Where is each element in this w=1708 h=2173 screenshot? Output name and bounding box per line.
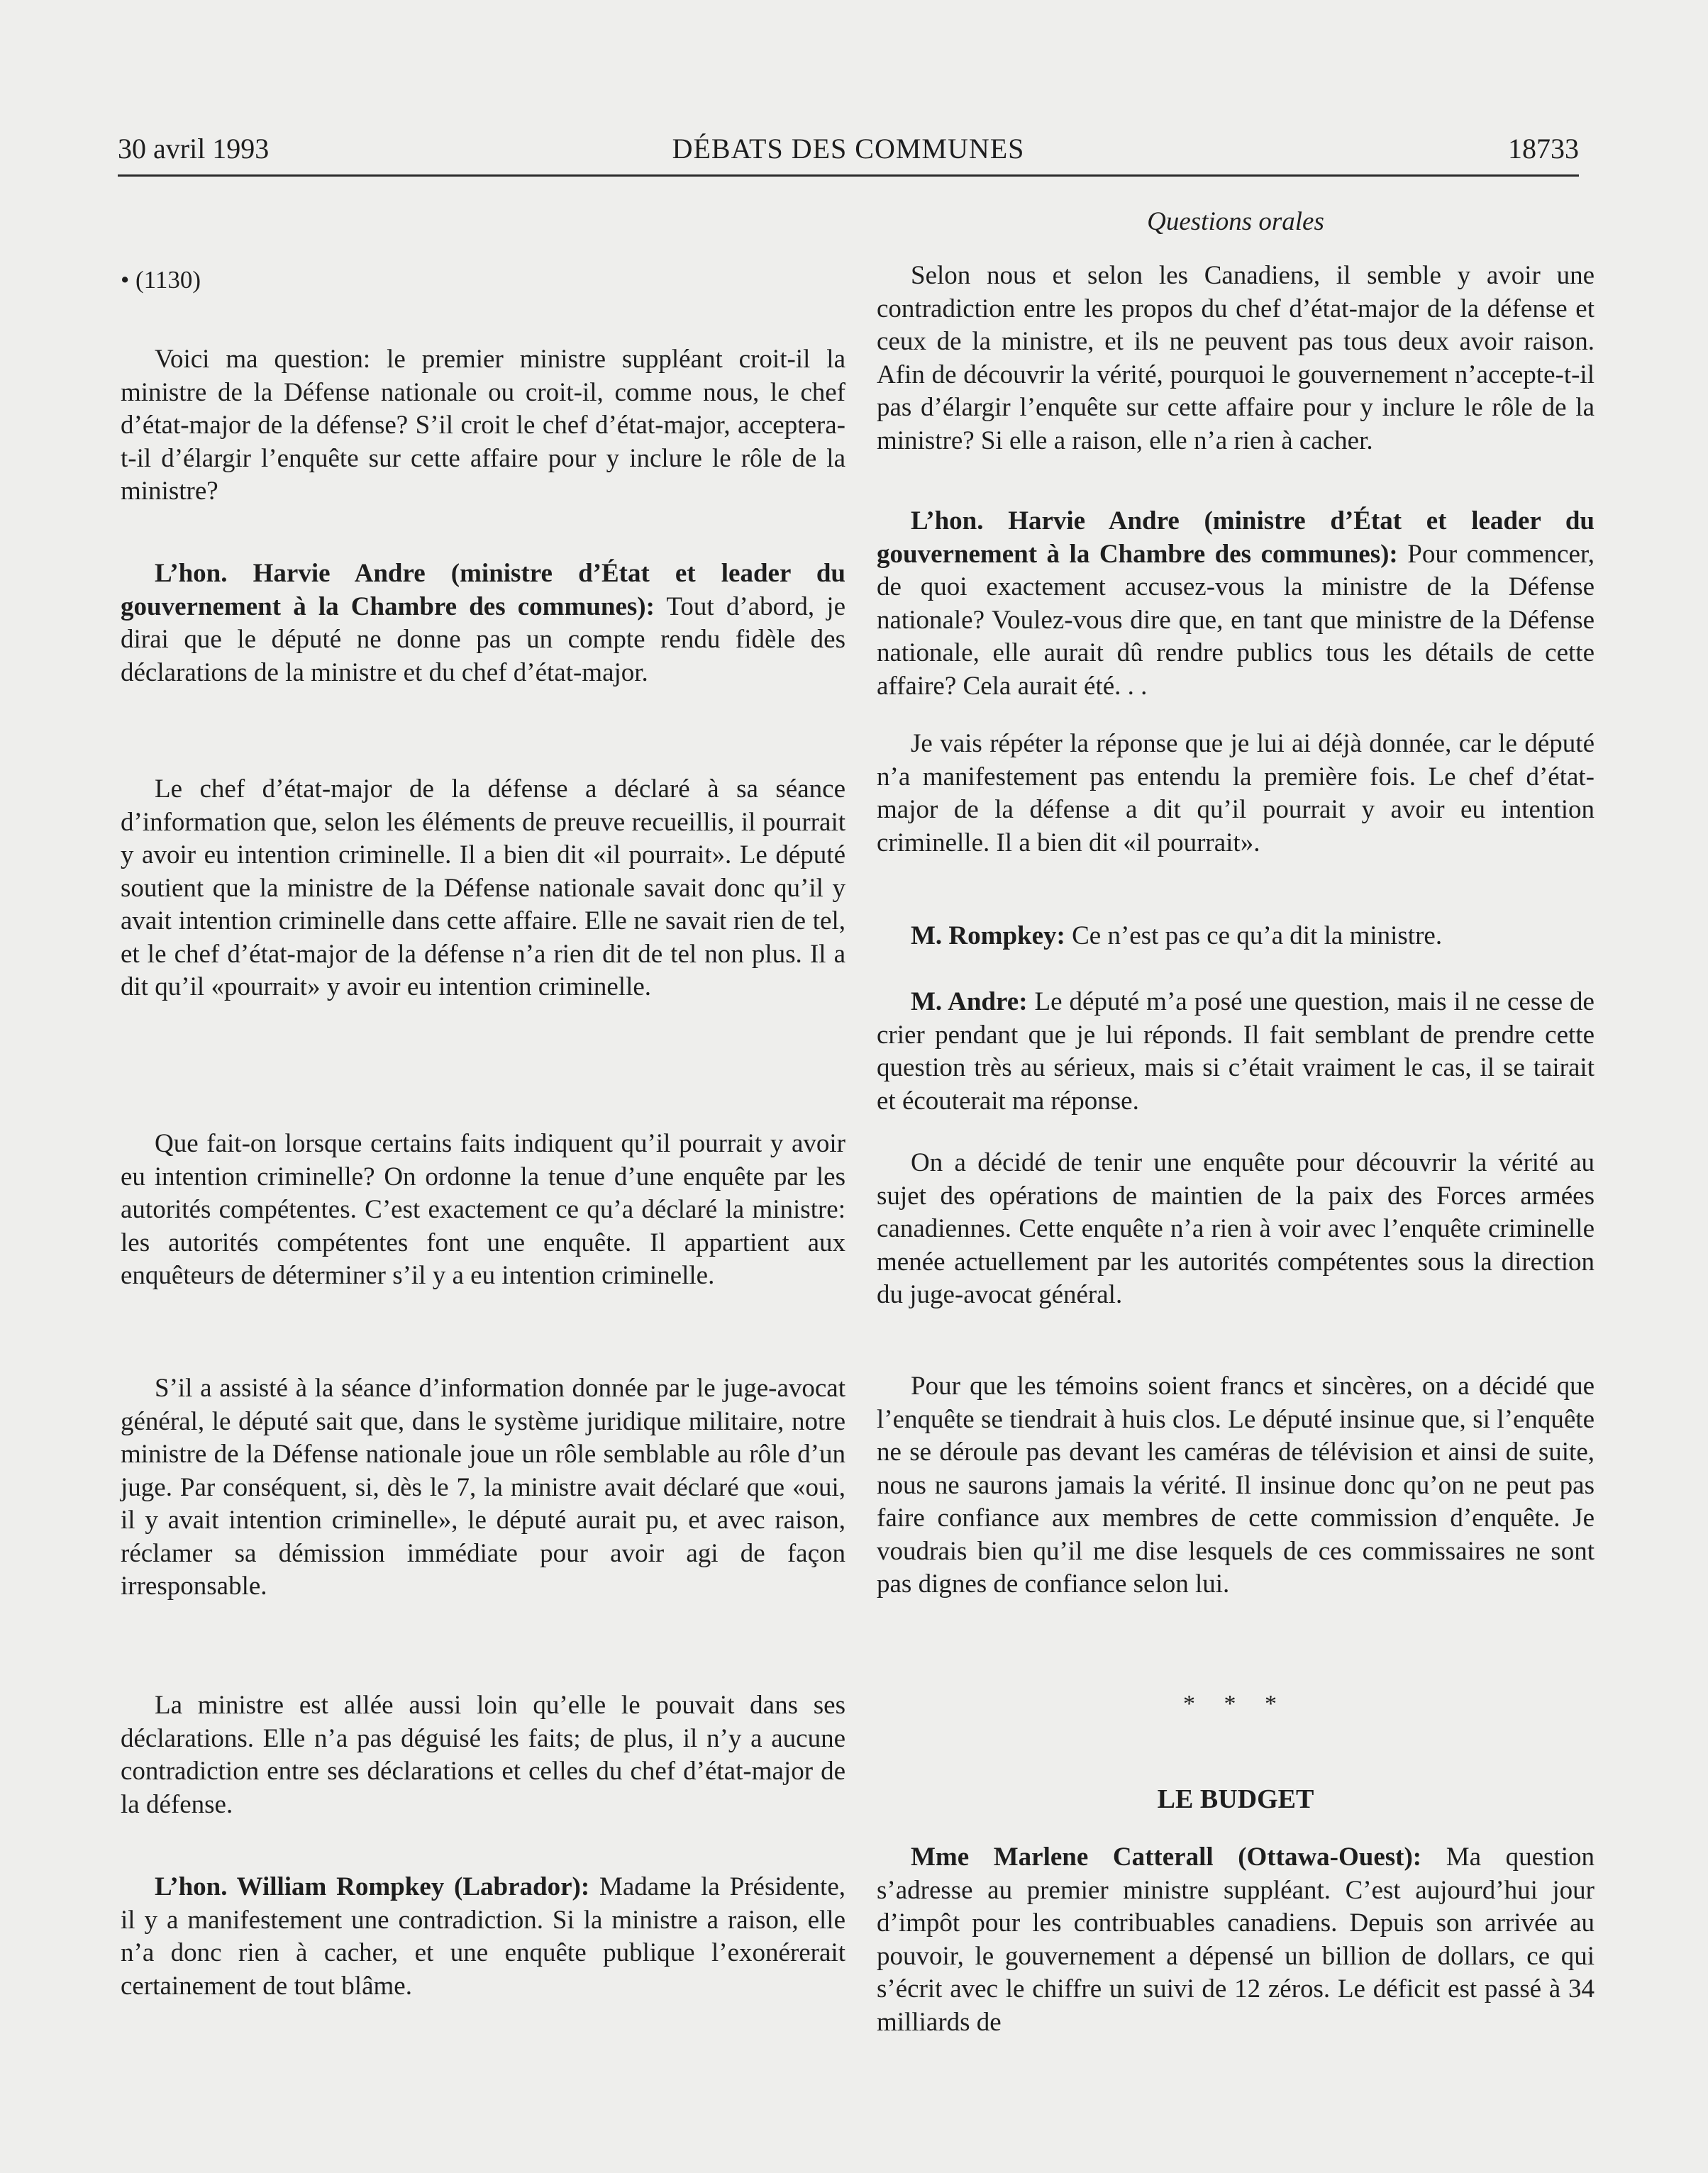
header-page-number: 18733 bbox=[1508, 133, 1579, 165]
paragraph: La ministre est allée aussi loin qu’elle le pouvait dans ses déclarations. Elle n’a pas déguisé les faits; de plus, il n’y a aucune contradiction entre ses déclarations et celles du chef d’état-major de la défense. bbox=[121, 1691, 845, 1819]
paragraph bbox=[877, 920, 1595, 953]
speaker-name: L’hon. Harvie Andre (ministre d’État et leader du gouvernement à la Chambre des communes): bbox=[877, 506, 1595, 569]
speech-text: Ce n’est pas ce qu’a dit la ministre. bbox=[1065, 921, 1443, 950]
speech-text: Ma question s’adresse au premier ministre suppléant. C’est aujourd’hui jour d’impôt pour les contribuables canadiens. Depuis son arrivée au pouvoir, le gouvernement a dépensé un billion de dollars, ce qui s’écrit avec le chiffre un suivi de 12 zéros. Le déficit est passé à 34 milliards de bbox=[877, 1843, 1595, 2037]
paragraph: Selon nous et selon les Canadiens, il semble y avoir une contradiction entre les propos du chef d’état-major de la défense et ceux de la ministre, et ils ne peuvent pas tous deux avoir raison. Afin de découvrir la vérité, pourquoi le gouvernement n’accepte-t-il pas d’élargir l’enquête sur cette affaire pour y inclure le rôle de la ministre? Si elle a raison, elle n’a rien à cacher. bbox=[877, 261, 1595, 455]
header-date: 30 avril 1993 bbox=[118, 133, 270, 165]
paragraph bbox=[121, 557, 845, 689]
section-note: Questions orales bbox=[1147, 207, 1324, 236]
paragraph: Pour que les témoins soient francs et sincères, on a décidé que l’enquête se tiendrait à huis clos. Le député insinue que, si l’enquête ne se déroule pas devant les caméras de télévision et ainsi de suite, nous ne saurons jamais la vérité. Il insinue donc qu’on ne peut pas faire confiance aux membres de cette commission d’enquête. Je voudrais bien qu’il me dise lesquels de ces commissaires ne sont pas dignes de confiance selon lui. bbox=[877, 1372, 1595, 1599]
paragraph: Voici ma question: le premier ministre suppléant croit-il la ministre de la Défense nationale ou croit-il, comme nous, le chef d’état-major de la défense? S’il croit le chef d’état-major, acceptera-t-il d’élargir l’enquête sur cette affaire pour y inclure le rôle de la ministre? bbox=[121, 345, 845, 506]
speech-text: Madame la Présidente, il y a manifestement une contradiction. Si la ministre a raison, elle n’a donc rien à cacher, et une enquête publique l’exonérerait certainement de tout blâme. bbox=[121, 1872, 845, 2001]
speech-text: Pour commencer, de quoi exactement accusez-vous la ministre de la Défense nationale? Voulez-vous dire que, en tant que ministre de la Défense nationale, elle aurait dû rendre publics tous les détails de cette affaire? Cela aurait été. . . bbox=[877, 539, 1595, 701]
speaker-name: M. Andre: bbox=[911, 987, 1028, 1016]
section-heading: LE BUDGET bbox=[1157, 1784, 1314, 1814]
speaker-name: M. Rompkey: bbox=[911, 921, 1065, 950]
header-title: DÉBATS DES COMMUNES bbox=[672, 133, 1025, 165]
speech-text: Le député m’a posé une question, mais il ne cesse de crier pendant que je lui réponds. Il fait semblant de prendre cette question très au sérieux, mais si c’était vraiment le cas, il se tairait et écouterait ma réponse. bbox=[877, 987, 1595, 1116]
paragraph: Je vais répéter la réponse que je lui ai déjà donnée, car le député n’a manifestement pas entendu la première fois. Le chef d’état-major de la défense a dit qu’il pourrait y avoir eu intention criminelle. Il a bien dit «il pourrait». bbox=[877, 729, 1595, 857]
page-header bbox=[118, 132, 1579, 177]
paragraph bbox=[877, 1841, 1595, 2039]
paragraph: Que fait-on lorsque certains faits indiquent qu’il pourrait y avoir eu intention criminelle? On ordonne la tenue d’une enquête par les autorités compétentes. C’est exactement ce qu’a déclaré la ministre: les autorités compétentes font une enquête. Il appartient aux enquêteurs de déterminer s’il y a eu intention criminelle. bbox=[121, 1129, 845, 1290]
speaker-name: Mme Marlene Catterall (Ottawa-Ouest): bbox=[911, 1843, 1422, 1872]
section-separator: * * * bbox=[1183, 1691, 1288, 1717]
speech-text: Tout d’abord, je dirai que le député ne donne pas un compte rendu fidèle des déclarations de la ministre et du chef d’état-major. bbox=[121, 591, 845, 687]
paragraph bbox=[877, 986, 1595, 1118]
paragraph bbox=[121, 1871, 845, 2003]
paragraph: S’il a assisté à la séance d’information donnée par le juge-avocat général, le député sait que, dans le système juridique militaire, notre ministre de la Défense nationale joue un rôle semblable au rôle d’un juge. Par conséquent, si, dès le 7, la ministre avait déclaré que «oui, il y avait intention criminelle», le député aurait pu, et avec raison, réclamer sa démission immédiate pour avoir agi de façon irresponsable. bbox=[121, 1374, 845, 1601]
speaker-name: L’hon. Harvie Andre (ministre d’État et leader du gouvernement à la Chambre des communes): bbox=[121, 559, 845, 621]
paragraph: On a décidé de tenir une enquête pour découvrir la vérité au sujet des opérations de maintien de la paix des Forces armées canadiennes. Cette enquête n’a rien à voir avec l’enquête criminelle menée actuellement par les autorités compétentes sous la direction du juge-avocat général. bbox=[877, 1148, 1595, 1309]
paragraph bbox=[877, 505, 1595, 703]
paragraph: Le chef d’état-major de la défense a déclaré à sa séance d’information que, selon les éléments de preuve recueillis, il pourrait y avoir eu intention criminelle. Il a bien dit «il pourrait». Le député soutient que la ministre de la Défense nationale savait donc qu’il y avait intention criminelle dans cette affaire. Elle ne savait rien de tel, et le chef d’état-major de la défense n’a rien dit de tel non plus. Il a dit qu’il «pourrait» y avoir eu intention criminelle. bbox=[121, 774, 845, 1001]
time-stamp: • (1130) bbox=[121, 266, 201, 294]
speaker-name: L’hon. William Rompkey (Labrador): bbox=[155, 1872, 590, 1901]
